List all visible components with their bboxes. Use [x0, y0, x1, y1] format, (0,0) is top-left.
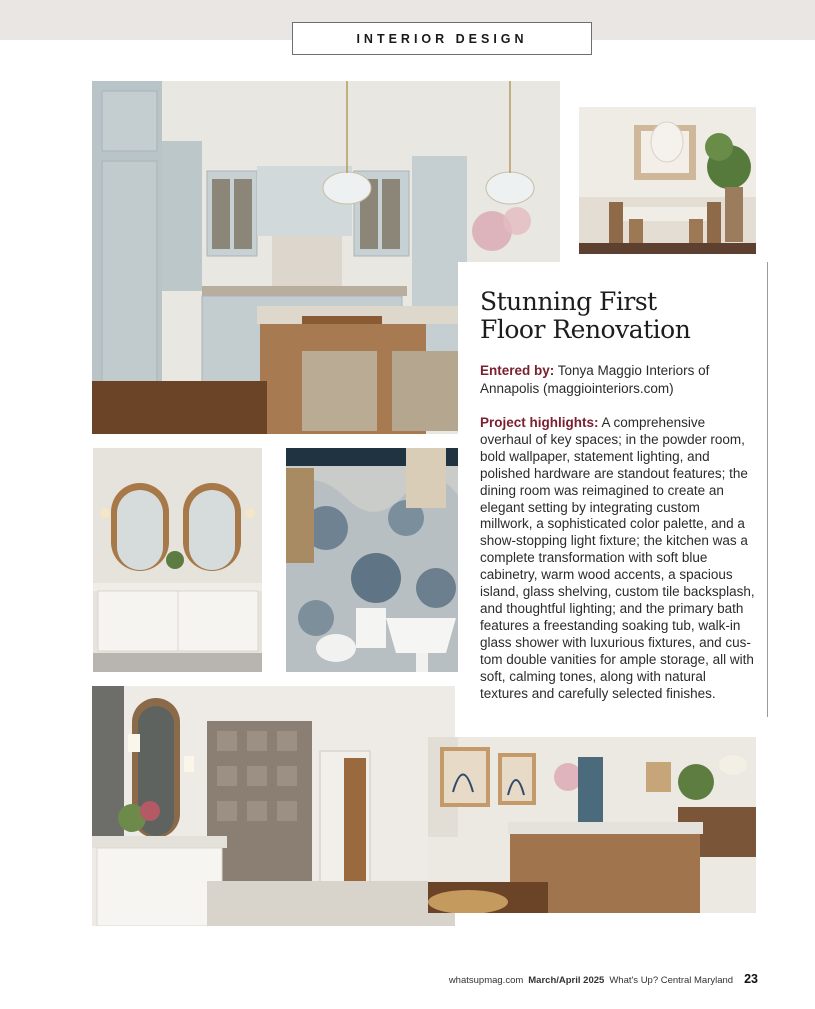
powder-room-photo — [286, 448, 463, 672]
dining-room-photo — [579, 107, 756, 254]
project-highlights-value: A comprehensive overhaul of key spaces; in the powder room, bold wallpaper, statement lighting, and polished hardware are standout features; the dining room was reimagined to create an elegant setting by integrating custom millwork, a sophisticated color palette, and a show-stopping light fixture; the kitchen was a complete transformation with soft blue cabinetry, warm wood accents, a spacious island, glass shelving, custom tile backsplash, and thoughtful lighting; and the primary bath features a freestanding soaking tub, walk-in glass shower with luxurious fixtures, and custom double vanities for ample storage, all with soft, calming tones, along with natural textures and carefully selected finishes. — [480, 415, 755, 701]
article-title — [480, 288, 755, 344]
primary-bath-photo — [92, 686, 455, 926]
kitchen-island-photo — [428, 737, 756, 913]
footer-publication: What's Up? Central Maryland — [609, 975, 734, 986]
page-footer — [449, 972, 758, 986]
section-header: INTERIOR DESIGN — [292, 22, 592, 55]
vanity-photo — [93, 448, 262, 672]
footer-issue: March/April 2025 — [528, 975, 605, 986]
project-highlights — [480, 415, 755, 702]
article-title-line-1: Stunning First — [480, 287, 657, 316]
project-highlights-label: Project highlights: — [480, 415, 599, 430]
entered-by-value: Tonya Maggio Interiors of Annapolis (maggiointeriors.com) — [480, 363, 710, 396]
article-title-line-2: Floor Renovation — [480, 315, 691, 344]
entered-by-label: Entered by: — [480, 363, 555, 378]
footer-site: whatsupmag.com — [448, 975, 524, 986]
article-text-panel — [458, 262, 768, 717]
page-number: 23 — [744, 972, 758, 986]
entered-by — [480, 362, 755, 397]
